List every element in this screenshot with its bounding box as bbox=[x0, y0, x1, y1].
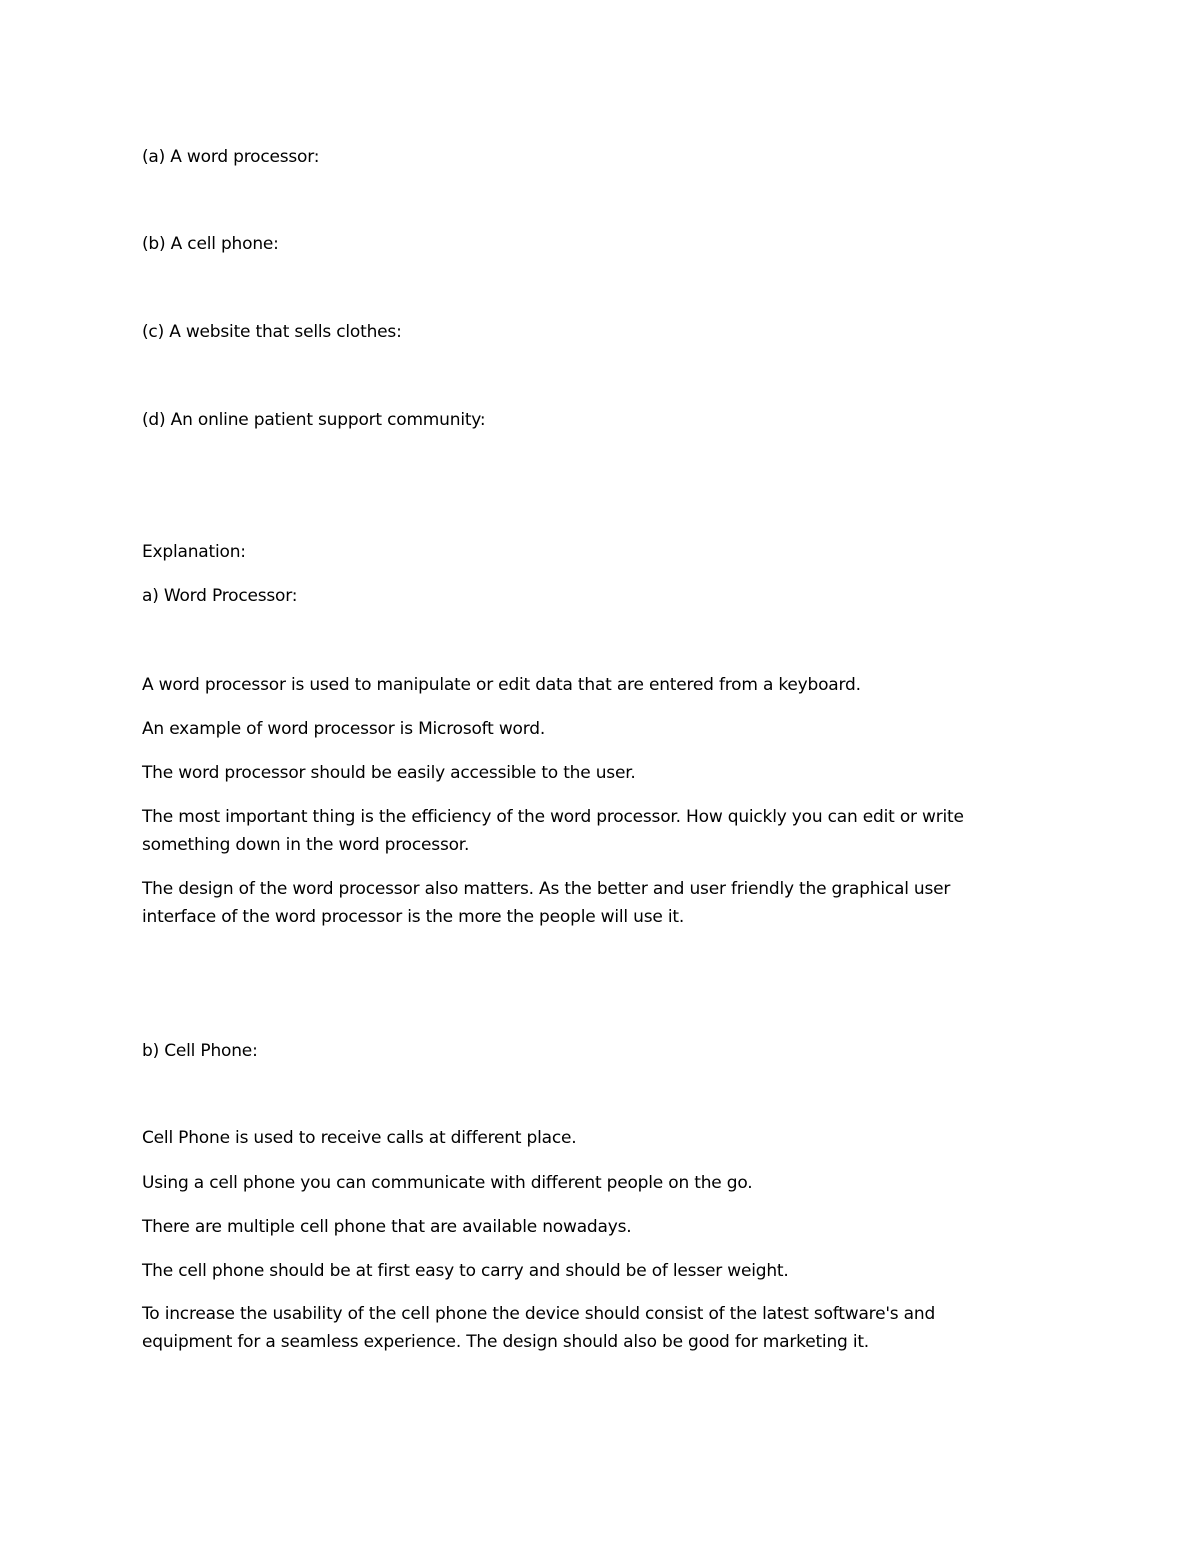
paragraph-line: The design of the word processor also matters. As the better and user friendly the graphical user bbox=[142, 879, 951, 899]
cell-phone-paragraph-usability bbox=[142, 1300, 1042, 1356]
question-b: (b) A cell phone: bbox=[142, 234, 279, 254]
word-processor-paragraph-design bbox=[142, 875, 1042, 931]
paragraph-line: The most important thing is the efficiency of the word processor. How quickly you can edit or write bbox=[142, 807, 964, 827]
paragraph-line: To increase the usability of the cell phone the device should consist of the latest software's and bbox=[142, 1304, 936, 1324]
cell-phone-line-1: Cell Phone is used to receive calls at different place. bbox=[142, 1128, 577, 1148]
cell-phone-line-3: There are multiple cell phone that are available nowadays. bbox=[142, 1217, 632, 1237]
question-c: (c) A website that sells clothes: bbox=[142, 322, 402, 342]
explanation-heading: Explanation: bbox=[142, 542, 246, 562]
word-processor-paragraph-efficiency bbox=[142, 803, 1042, 859]
cell-phone-line-4: The cell phone should be at first easy to carry and should be of lesser weight. bbox=[142, 1261, 789, 1281]
question-a: (a) A word processor: bbox=[142, 147, 320, 167]
word-processor-line-1: A word processor is used to manipulate or edit data that are entered from a keyboard. bbox=[142, 675, 861, 695]
paragraph-line: something down in the word processor. bbox=[142, 835, 470, 855]
paragraph-line: equipment for a seamless experience. The design should also be good for marketing it. bbox=[142, 1332, 870, 1352]
paragraph-line: interface of the word processor is the more the people will use it. bbox=[142, 907, 685, 927]
question-d: (d) An online patient support community: bbox=[142, 410, 486, 430]
word-processor-heading: a) Word Processor: bbox=[142, 586, 298, 606]
word-processor-line-2: An example of word processor is Microsoft word. bbox=[142, 719, 546, 739]
cell-phone-line-2: Using a cell phone you can communicate with different people on the go. bbox=[142, 1173, 753, 1193]
cell-phone-heading: b) Cell Phone: bbox=[142, 1041, 258, 1061]
word-processor-line-3: The word processor should be easily accessible to the user. bbox=[142, 763, 636, 783]
